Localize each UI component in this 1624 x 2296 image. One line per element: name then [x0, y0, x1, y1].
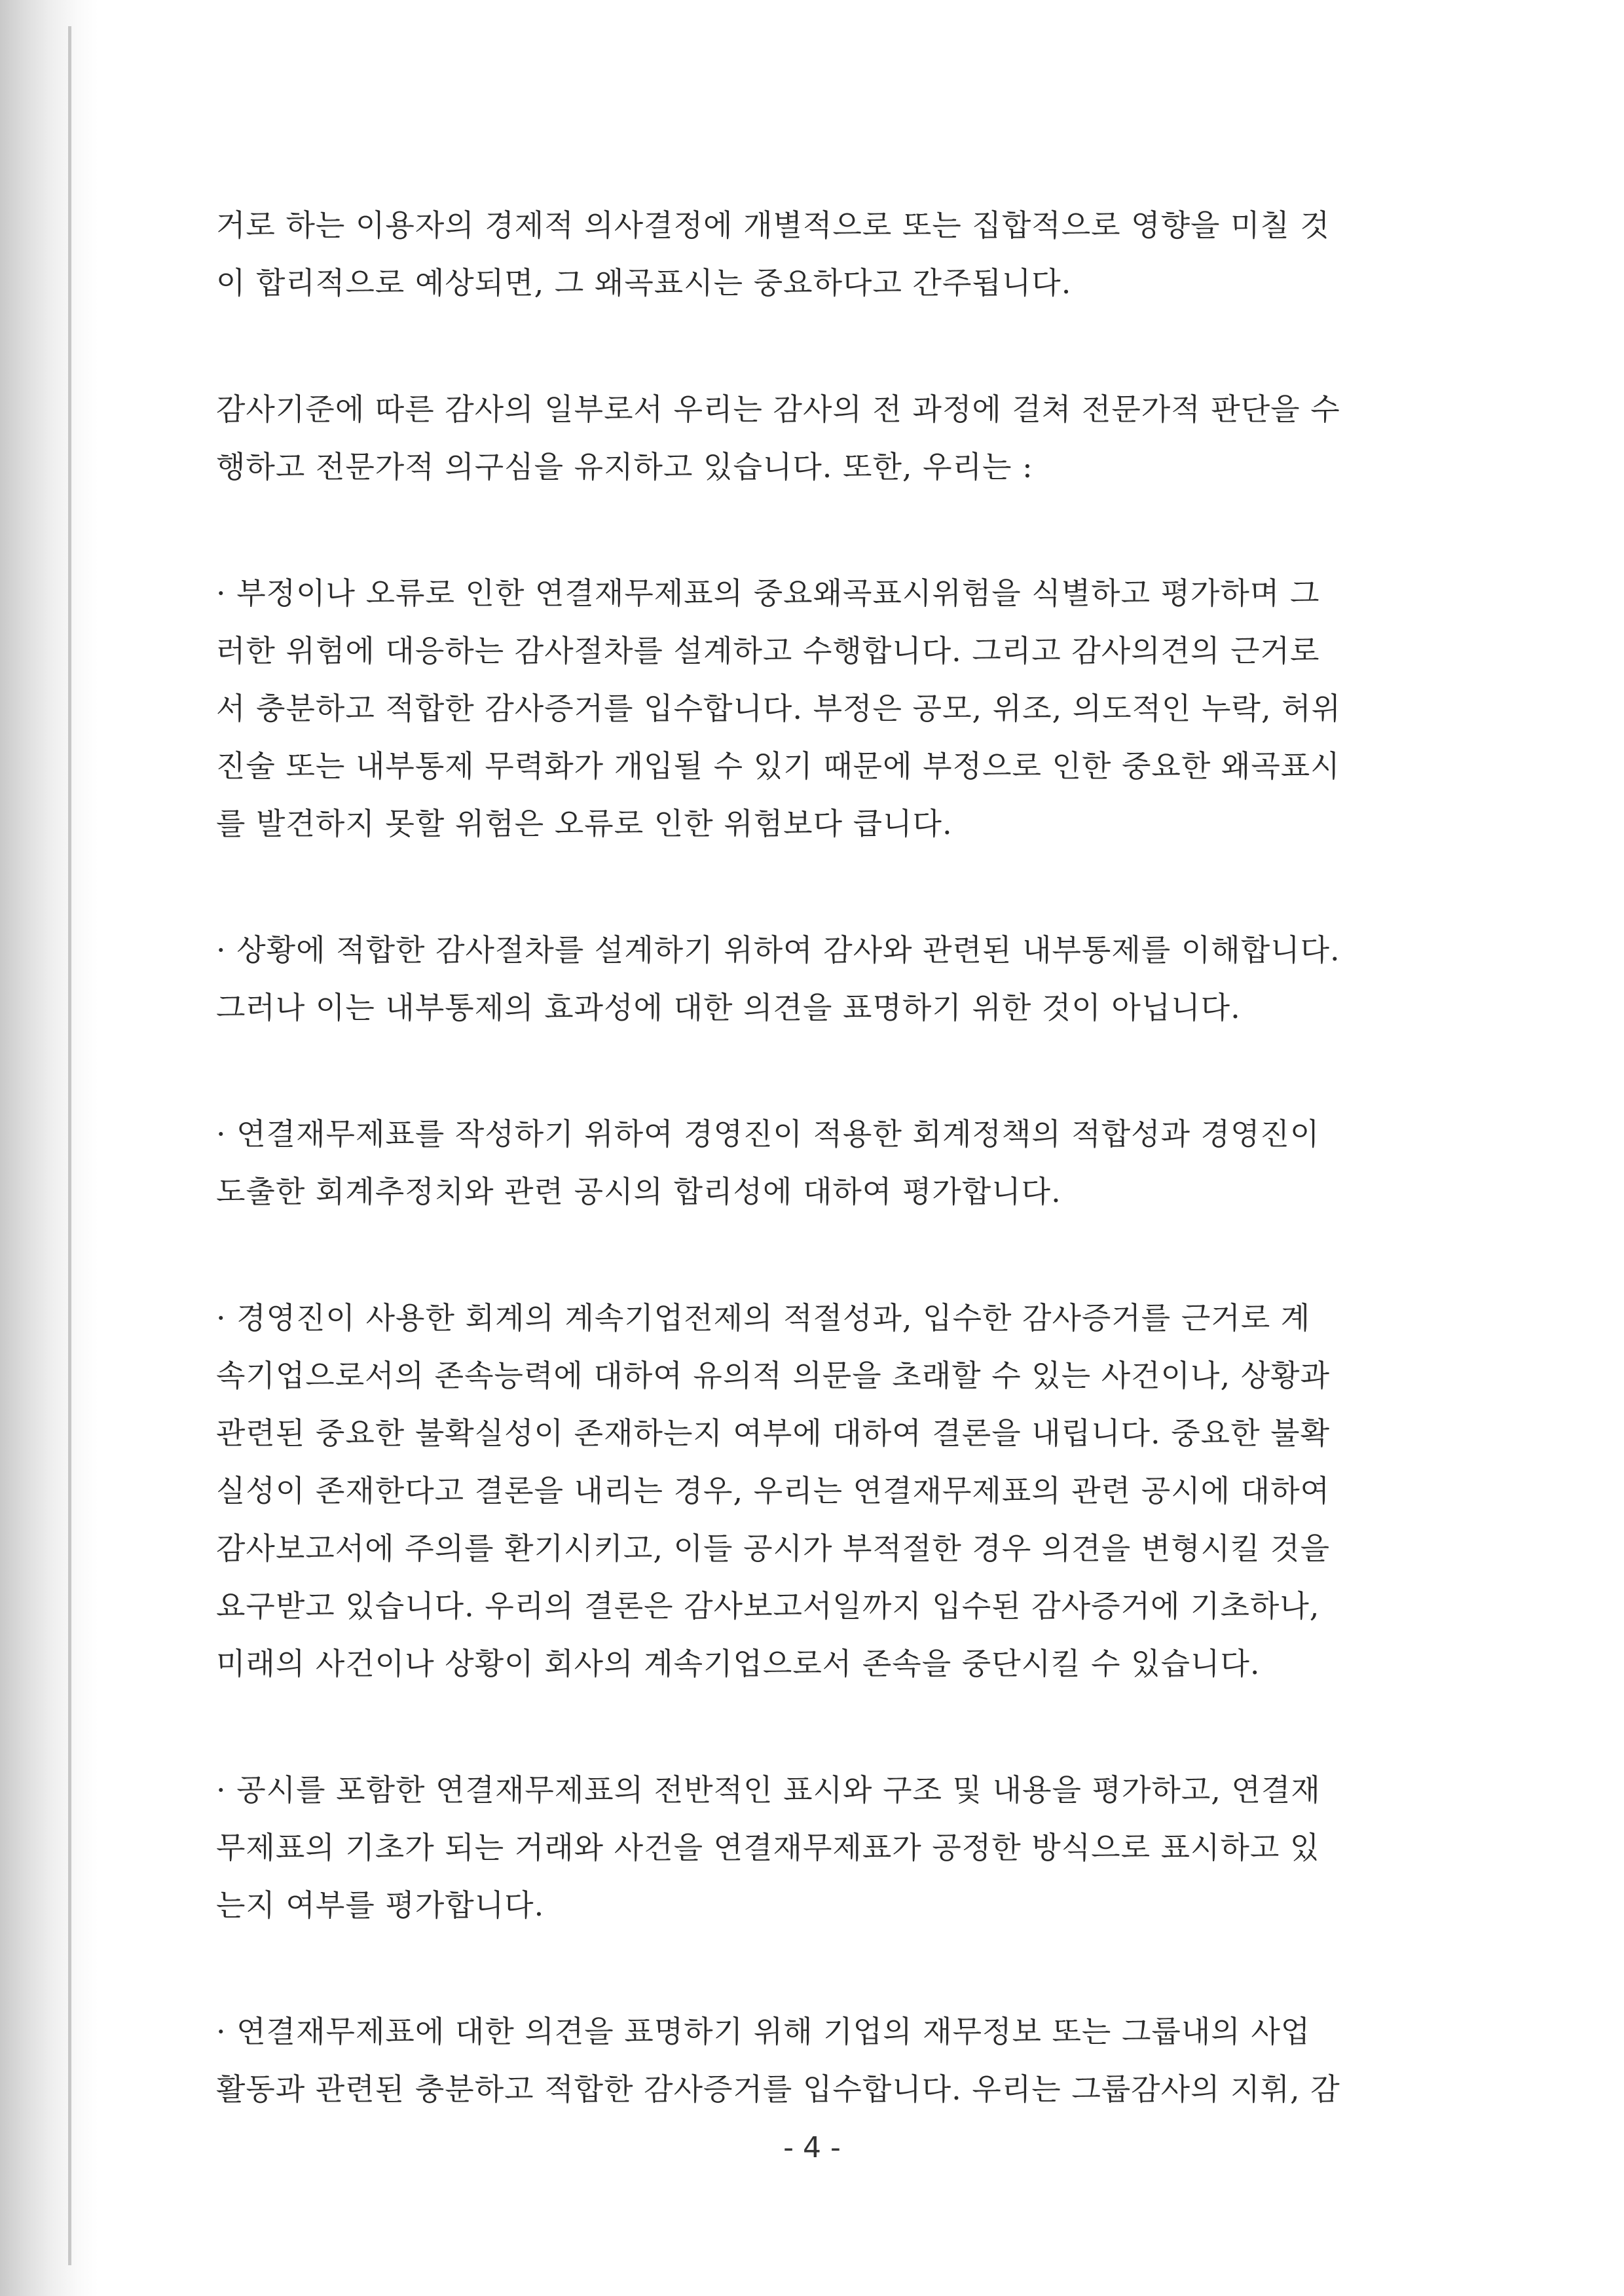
bullet-overall-presentation: · 공시를 포함한 연결재무제표의 전반적인 표시와 구조 및 내용을 평가하고, 연결재 무제표의 기초가 되는 거래와 사건을 연결재무제표가 공정한 방식으로 표시하고 있 는지 여부를 평가합니다.	[216, 1772, 1321, 1923]
bullet-identify-risks: · 부정이나 오류로 인한 연결재무제표의 중요왜곡표시위험을 식별하고 평가하며 그 러한 위험에 대응하는 감사절차를 설계하고 수행합니다. 그리고 감사의견의 근거로 서 충분하고 적합한 감사증거를 입수합니다. 부정은 공모, 위조, 의도적인 누락, 허위 진술 또는 내부통제 무력화가 개입될 수 있기 때문에 부정으로 인한 중요한 왜곡표시 를 발견하지 못할 위험은 오류로 인한 위험보다 큽니다.	[216, 575, 1342, 841]
bullet-going-concern: · 경영진이 사용한 회계의 계속기업전제의 적절성과, 입수한 감사증거를 근거로 계 속기업으로서의 존속능력에 대하여 유의적 의문을 초래할 수 있는 사건이나, 상황과 관련된 중요한 불확실성이 존재하는지 여부에 대하여 결론을 내립니다. 중요한 불확 실성이 존재한다고 결론을 내리는 경우, 우리는 연결재무제표의 관련 공시에 대하여 감사보고서에 주의를 환기시키고, 이들 공시가 부적절한 경우 의견을 변형시킬 것을 요구받고 있습니다. 우리의 결론은 감사보고서일까지 입수된 감사증거에 기초하나, 미래의 사건이나 상황이 회사의 계속기업으로서 존속을 중단시킬 수 있습니다.	[216, 1300, 1331, 1681]
scan-fold-line	[68, 26, 71, 2265]
paragraph-professional-judgment: 감사기준에 따른 감사의 일부로서 우리는 감사의 전 과정에 걸쳐 전문가적 판단을 수 행하고 전문가적 의구심을 유지하고 있습니다. 또한, 우리는 :	[216, 392, 1340, 484]
bullet-accounting-policies: · 연결재무제표를 작성하기 위하여 경영진이 적용한 회계정책의 적합성과 경영진이 도출한 회계추정치와 관련 공시의 합리성에 대하여 평가합니다.	[216, 1116, 1320, 1209]
page-number: - 4 -	[783, 2131, 841, 2164]
document-body	[216, 196, 1414, 2187]
bullet-group-audit-evidence: · 연결재무제표에 대한 의견을 표명하기 위해 기업의 재무정보 또는 그룹내의 사업 활동과 관련된 충분하고 적합한 감사증거를 입수합니다. 우리는 그룹감사의 지휘, 감	[216, 2014, 1340, 2107]
bullet-internal-control: · 상황에 적합한 감사절차를 설계하기 위하여 감사와 관련된 내부통제를 이해합니다. 그러나 이는 내부통제의 효과성에 대한 의견을 표명하기 위한 것이 아닙니다.	[216, 932, 1340, 1025]
paragraph-materiality: 거로 하는 이용자의 경제적 의사결정에 개별적으로 또는 집합적으로 영향을 미칠 것 이 합리적으로 예상되면, 그 왜곡표시는 중요하다고 간주됩니다.	[216, 208, 1331, 301]
scan-edge-shadow	[0, 0, 98, 2296]
